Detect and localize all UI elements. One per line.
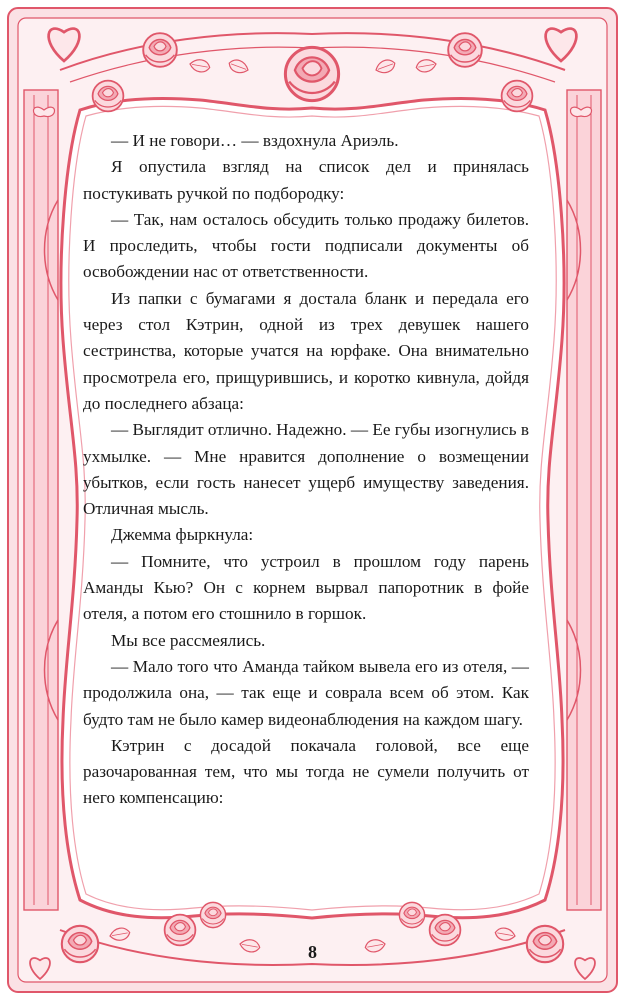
paragraph: Кэтрин с досадой покачала головой, все еще разочарованная тем, что мы тогда не сумели получить от него компенсацию: [83, 735, 529, 808]
paragraph: — Помните, что устроил в прошлом году парень Аманды Кью? Он с корнем вырвал папоротник в фойе отеля, а потом его стошнило в горшок. [83, 551, 529, 624]
paragraph: — Так, нам осталось обсудить только продажу билетов. И проследить, чтобы гости подписали документы об освобождении нас от ответственности. [83, 209, 529, 282]
page-number: 8 [308, 942, 317, 962]
paragraph: Из папки с бумагами я достала бланк и передала его через стол Кэтрин, одной из трех девушек нашего сестринства, которые учатся на юрфаке. Она внимательно просмотрела его, прищурившись, и коротко кивнула, дойдя до последнего абзаца: [83, 288, 529, 413]
body-text [83, 128, 529, 812]
paragraph: — И не говори… — вздохнула Ариэль. [111, 131, 399, 150]
paragraph: — Выглядит отлично. Надежно. — Ее губы изогнулись в ухмылке. — Мне нравится дополнение о возмещении убытков, если гость нанесет ущерб имуществу заведения. Отличная мысль. [83, 420, 529, 519]
paragraph: Я опустила взгляд на список дел и принялась постукивать ручкой по подбородку: [83, 157, 529, 203]
paragraph: Мы все рассмеялись. [111, 630, 266, 650]
paragraph: — Мало того что Аманда тайком вывела его из отеля, — продолжила она, — так еще и соврала всем об этом. Как будто там не было камер видеонаблюдения на каждом шагу. [83, 656, 529, 729]
paragraph: Джемма фыркнула: [111, 525, 254, 545]
